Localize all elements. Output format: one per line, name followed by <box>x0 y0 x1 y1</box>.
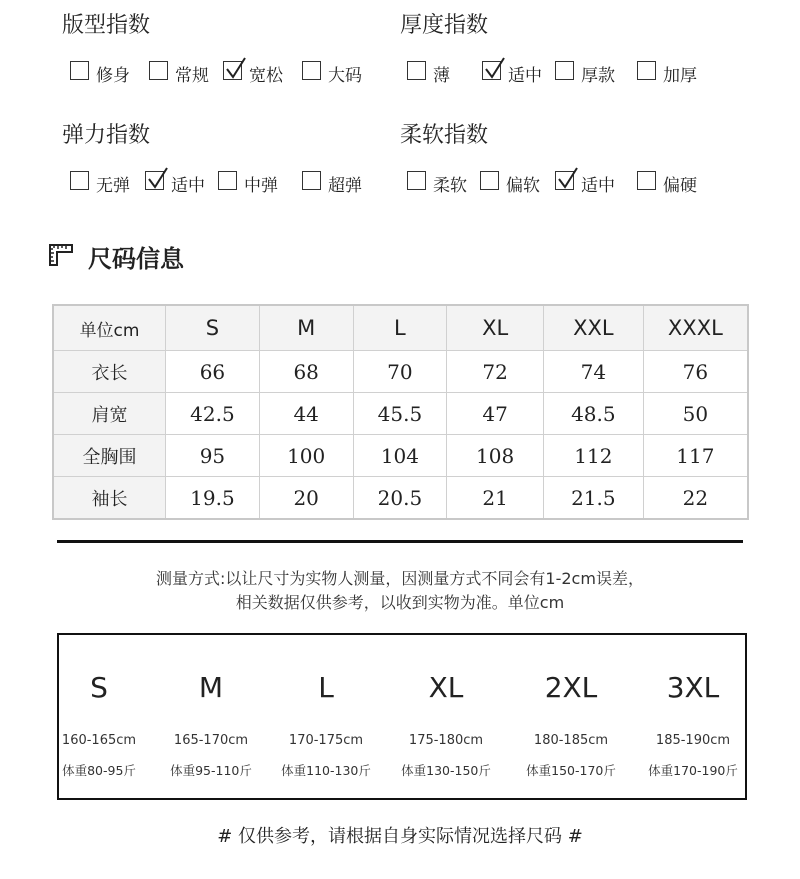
recommend-item <box>163 635 259 800</box>
table-header: XXL <box>543 305 643 351</box>
table-cell: 20.5 <box>353 477 447 520</box>
recommend-size: XL <box>428 671 464 704</box>
table-header: 单位cm <box>53 305 166 351</box>
option-label: 偏软 <box>506 176 540 196</box>
recommend-height: 165-170cm <box>173 733 249 748</box>
recommend-height: 180-185cm <box>533 733 609 748</box>
table-row <box>53 393 748 435</box>
recommend-item <box>276 635 376 800</box>
table-cell: 21.5 <box>543 477 643 520</box>
recommend-weight: 体重110-130斤 <box>281 763 371 778</box>
table-cell: 20 <box>259 477 353 520</box>
checkbox[interactable] <box>218 171 237 190</box>
measure-note-line2: 相关数据仅供参考，以收到实物为准。单位cm <box>235 593 565 612</box>
table-header-row <box>53 305 748 351</box>
index-title: 厚度指数 <box>400 13 489 38</box>
table-cell: 47 <box>447 393 544 435</box>
index-title: 版型指数 <box>62 13 151 38</box>
table-cell: 42.5 <box>166 393 260 435</box>
option-label: 常规 <box>175 66 209 86</box>
option-label: 适中 <box>581 176 615 196</box>
recommend-size: 3XL <box>666 671 720 704</box>
table-cell: 70 <box>353 351 447 393</box>
table-row <box>53 351 748 393</box>
option-label: 超弹 <box>328 176 362 196</box>
index-title: 柔软指数 <box>400 123 489 148</box>
recommend-weight: 体重95-110斤 <box>170 763 252 778</box>
table-cell: 21 <box>447 477 544 520</box>
checkbox[interactable] <box>555 61 574 80</box>
table-cell: 48.5 <box>543 393 643 435</box>
checkbox[interactable] <box>302 61 321 80</box>
option-label: 适中 <box>508 66 542 86</box>
checkbox[interactable] <box>70 171 89 190</box>
checkbox[interactable] <box>70 61 89 80</box>
table-cell: 22 <box>643 477 748 520</box>
table-header: XXXL <box>643 305 748 351</box>
option-label: 修身 <box>96 66 130 86</box>
option-label: 适中 <box>171 176 205 196</box>
option-label: 柔软 <box>433 176 467 196</box>
row-label: 袖长 <box>53 477 166 520</box>
recommend-height: 185-190cm <box>655 733 731 748</box>
checkbox[interactable] <box>637 61 656 80</box>
table-cell: 66 <box>166 351 260 393</box>
table-header: M <box>259 305 353 351</box>
section-title: 尺码信息 <box>88 245 184 273</box>
option-label: 薄 <box>433 66 450 86</box>
table-cell: 117 <box>643 435 748 477</box>
size-recommend-box <box>57 633 747 800</box>
recommend-weight: 体重80-95斤 <box>62 763 136 778</box>
check-mark-icon <box>225 56 247 80</box>
checkbox[interactable] <box>407 61 426 80</box>
index-title: 弹力指数 <box>62 123 151 148</box>
table-cell: 19.5 <box>166 477 260 520</box>
row-label: 肩宽 <box>53 393 166 435</box>
option-label: 中弹 <box>244 176 278 196</box>
option-label: 偏硬 <box>663 176 697 196</box>
checkbox-checked[interactable] <box>223 61 242 80</box>
table-cell: 108 <box>447 435 544 477</box>
recommend-size: L <box>318 671 334 704</box>
checkbox-checked[interactable] <box>145 171 164 190</box>
option-label: 宽松 <box>249 66 283 86</box>
recommend-size: M <box>198 671 224 704</box>
table-cell: 95 <box>166 435 260 477</box>
recommend-height: 175-180cm <box>408 733 484 748</box>
table-cell: 44 <box>259 393 353 435</box>
recommend-height: 170-175cm <box>288 733 364 748</box>
recommend-weight: 体重150-170斤 <box>526 763 616 778</box>
table-header: L <box>353 305 447 351</box>
check-mark-icon <box>557 166 579 190</box>
table-cell: 68 <box>259 351 353 393</box>
table-row <box>53 435 748 477</box>
row-label: 衣长 <box>53 351 166 393</box>
recommend-item <box>641 635 745 800</box>
table-cell: 104 <box>353 435 447 477</box>
recommend-item <box>518 635 624 800</box>
option-label: 无弹 <box>96 176 130 196</box>
recommend-weight: 体重170-190斤 <box>648 763 738 778</box>
table-cell: 74 <box>543 351 643 393</box>
option-label: 大码 <box>328 66 362 86</box>
recommend-size: 2XL <box>544 671 598 704</box>
checkbox-checked[interactable] <box>482 61 501 80</box>
option-label: 厚款 <box>581 66 615 86</box>
table-header: S <box>166 305 260 351</box>
table-cell: 72 <box>447 351 544 393</box>
row-label: 全胸围 <box>53 435 166 477</box>
recommend-size: S <box>90 671 108 704</box>
checkbox[interactable] <box>302 171 321 190</box>
size-table <box>52 304 749 520</box>
table-cell: 45.5 <box>353 393 447 435</box>
measure-note-line1: 测量方式:以让尺寸为实物人测量，因测量方式不同会有1-2cm误差， <box>156 569 644 588</box>
footnote: # 仅供参考，请根据自身实际情况选择尺码 # <box>217 826 583 847</box>
divider <box>57 540 743 543</box>
ruler-icon <box>48 243 74 271</box>
checkbox[interactable] <box>480 171 499 190</box>
recommend-weight: 体重130-150斤 <box>401 763 491 778</box>
check-mark-icon <box>484 56 506 80</box>
recommend-item <box>59 635 139 800</box>
table-cell: 112 <box>543 435 643 477</box>
recommend-height: 160-165cm <box>61 733 137 748</box>
checkbox[interactable] <box>637 171 656 190</box>
checkbox-checked[interactable] <box>555 171 574 190</box>
checkbox[interactable] <box>407 171 426 190</box>
table-row <box>53 477 748 520</box>
checkbox[interactable] <box>149 61 168 80</box>
table-header: XL <box>447 305 544 351</box>
check-mark-icon <box>147 166 169 190</box>
option-label: 加厚 <box>663 66 697 86</box>
table-cell: 50 <box>643 393 748 435</box>
recommend-item <box>396 635 496 800</box>
table-cell: 100 <box>259 435 353 477</box>
table-cell: 76 <box>643 351 748 393</box>
